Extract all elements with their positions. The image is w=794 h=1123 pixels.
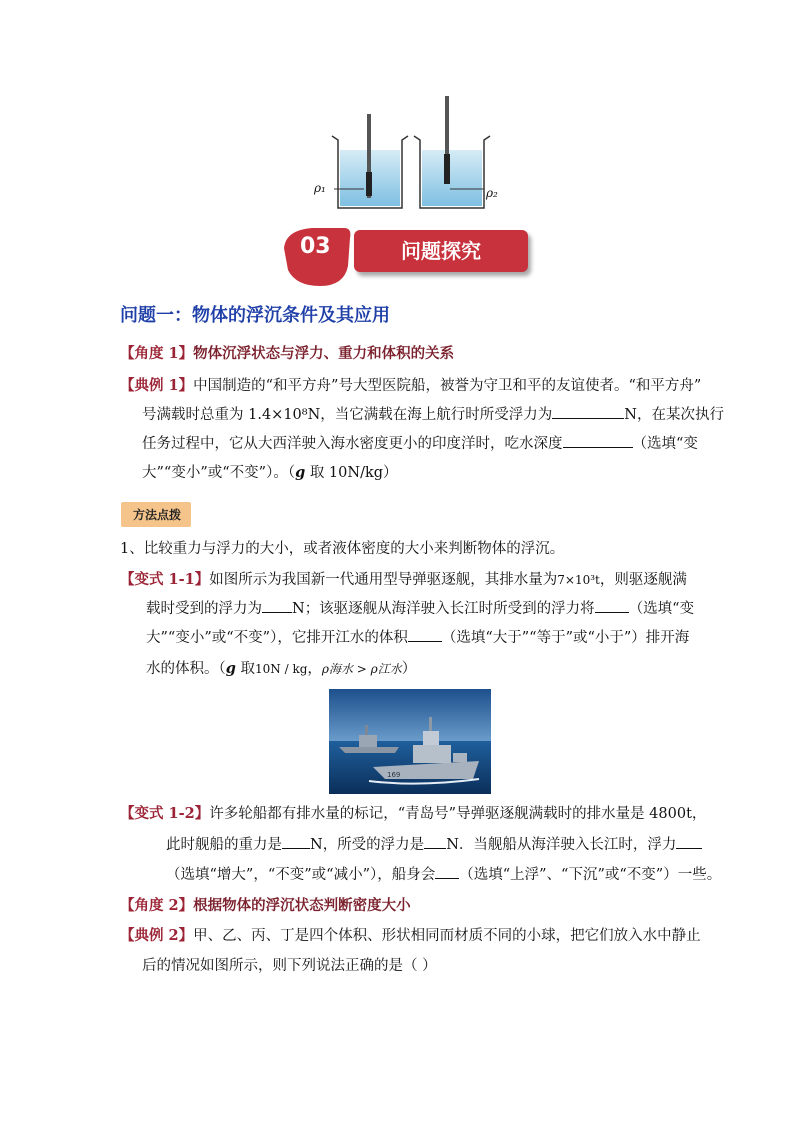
answer-blank[interactable] — [676, 834, 702, 849]
answer-blank[interactable] — [435, 864, 459, 879]
answer-blank[interactable] — [563, 433, 633, 448]
variant-1-1-tag: 【变式 1-1】 — [120, 571, 210, 588]
angle-2 — [120, 893, 411, 919]
answer-blank[interactable] — [595, 598, 629, 613]
section-title-banner: 问题探究 — [354, 230, 528, 272]
example-2-line-1: 【典例 2】甲、乙、丙、丁是四个体积、形状相同而材质不同的小球，把它们放入水中静止 — [120, 927, 701, 944]
right-beaker — [414, 96, 490, 208]
variant-1-2-line-1: 【变式 1-2】许多轮船都有排水量的标记，“青岛号”导弹驱逐舰满载时的排水量是 4800t， — [120, 805, 707, 822]
example-2-tag: 【典例 2】 — [120, 927, 194, 944]
angle-1 — [120, 341, 454, 367]
angle-2-tag: 【角度 2】 — [120, 897, 194, 914]
example-1-line-4: 大”“变小”或“不变”）。（g 取 10N/kg） — [142, 464, 398, 481]
hull-number: 169 — [387, 771, 401, 779]
section-header — [282, 226, 532, 288]
variant-1-1-line-2: 载时受到的浮力为 N；该驱逐舰从海洋驶入长江时所受到的浮力将 （选填“变 — [146, 596, 694, 622]
variant-1-2-line-2: 此时舰船的重力是 N，所受的浮力是 N．当舰船从海洋驶入长江时，浮力 — [166, 832, 702, 858]
left-beaker — [332, 114, 408, 208]
answer-blank[interactable] — [408, 627, 442, 642]
variant-1-1-line-4: 水的体积。（g 取10N / kg，ρ海水 > ρ江水） — [146, 660, 417, 677]
question-title: 问题一：物体的浮沉条件及其应用 — [120, 305, 390, 326]
method-tip-text: 1、比较重力与浮力的大小，或者液体密度的大小来判断物体的浮沉。 — [120, 541, 565, 557]
variant-1-1-line-3: 大”“变小”或“不变”），它排开江水的体积 （选填“大于”“等于”或“小于”）排开海 — [146, 625, 689, 651]
answer-blank[interactable] — [262, 598, 292, 613]
method-tip-label: 方法点拨 — [121, 502, 191, 527]
example-1-line-3: 任务过程中，它从大西洋驶入海水密度更小的印度洋时，吃水深度 （选填“变 — [142, 431, 698, 457]
destroyer-photo — [329, 689, 491, 794]
answer-blank[interactable] — [552, 404, 624, 419]
beakers-figure — [300, 92, 510, 214]
rho1-label: ρ₁ — [314, 181, 326, 195]
rho2-label: ρ₂ — [486, 186, 498, 200]
example-2-line-2: 后的情况如图所示，则下列说法正确的是（ ） — [142, 958, 437, 974]
variant-1-2-line-3: （选填“增大”，“不变”或“减小”），船身会 （选填“上浮”、“下沉”或“不变”）一些。 — [166, 862, 721, 888]
variant-1-2-tag: 【变式 1-2】 — [120, 805, 210, 822]
angle-1-tag: 【角度 1】 — [120, 345, 194, 362]
example-1-line-2: 号满载时总重为 1.4×10⁸N，当它满载在海上航行时所受浮力为 N，在某次执行 — [142, 402, 724, 428]
example-1-line-1: 【典例 1】中国制造的“和平方舟”号大型医院船，被誉为守卫和平的友谊使者。“和平方舟” — [120, 377, 702, 394]
variant-1-1-line-1: 【变式 1-1】如图所示为我国新一代通用型导弹驱逐舰，其排水量为7×10³t，则驱逐舰满 — [120, 571, 687, 588]
example-1-tag: 【典例 1】 — [120, 377, 194, 394]
answer-blank[interactable] — [424, 834, 446, 849]
angle-1-text: 物体沉浮状态与浮力、重力和体积的关系 — [193, 345, 455, 362]
answer-blank[interactable] — [282, 834, 310, 849]
angle-2-text: 根据物体的浮沉状态判断密度大小 — [193, 897, 411, 914]
section-number: 03 — [300, 234, 331, 259]
